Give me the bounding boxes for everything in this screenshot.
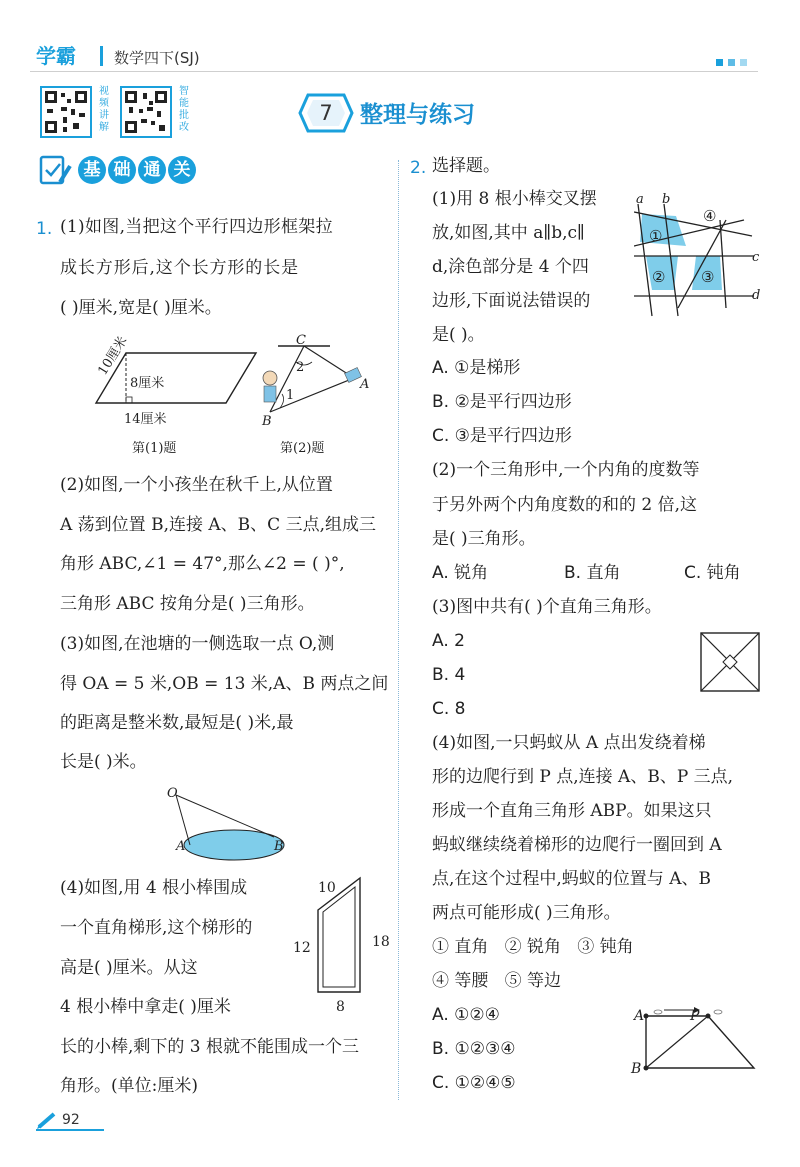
badge-char: 础 xyxy=(108,156,136,184)
fig3-label-o: O xyxy=(167,786,178,801)
q1-p2-line: 角形 ABC,∠1 = 47°,那么∠2 = ( )°, xyxy=(60,554,345,574)
lesson-number: 7 xyxy=(319,101,333,125)
qr-code-grading[interactable] xyxy=(120,86,172,138)
fig5-label-b: b xyxy=(662,192,671,207)
fig4-top-label: 10 xyxy=(318,880,336,896)
fig2-angle-2: 2 xyxy=(296,360,305,375)
fig2-label-c: C xyxy=(296,333,306,348)
fig5-label-c: c xyxy=(752,250,760,265)
column-divider xyxy=(398,160,399,1100)
q1-p1-line: 成长方形后,这个长方形的长是 xyxy=(60,258,300,278)
header-square xyxy=(728,59,735,66)
q2-p1-line: (1)用 8 根小棒交叉摆 xyxy=(432,189,597,209)
fig1-height-label: 8厘米 xyxy=(130,376,165,391)
q1-p4-line: 一个直角梯形,这个梯形的 xyxy=(60,918,253,938)
fig1-caption: 第(1)题 xyxy=(132,441,177,456)
q2-p4-line: 形的边爬行到 P 点,连接 A、B、P 三点, xyxy=(432,767,734,787)
q1-p1-line: (1)如图,当把这个平行四边形框架拉 xyxy=(60,217,333,237)
fig4-bottom-label: 8 xyxy=(336,999,345,1015)
pencil-icon xyxy=(36,1110,58,1130)
q2-p3-option: B. 4 xyxy=(432,665,466,685)
q1-p3-line: 长是( )米。 xyxy=(60,752,147,772)
q2-heading: 选择题。 xyxy=(432,156,500,176)
sticks-figure xyxy=(634,190,770,318)
q2-p1-option: B. ②是平行四边形 xyxy=(432,392,572,412)
fig5-region-3: ③ xyxy=(701,268,715,286)
q2-p1-line: 是( )。 xyxy=(432,325,485,345)
q1-p4-line: 高是( )厘米。从这 xyxy=(60,958,198,978)
qr-label-video: 视频讲解 xyxy=(99,86,109,133)
q2-p2-option: C. 钝角 xyxy=(684,563,741,583)
fig5-label-a: a xyxy=(636,192,644,207)
header-square xyxy=(716,59,723,66)
q1-p1-line: ( )厘米,宽是( )厘米。 xyxy=(60,298,222,318)
q1-p2-line: A 荡到位置 B,连接 A、B、C 三点,组成三 xyxy=(60,515,376,535)
q2-p3-option: A. 2 xyxy=(432,631,465,651)
q2-p4-line: (4)如图,一只蚂蚁从 A 点出发绕着梯 xyxy=(432,733,706,753)
logo-divider xyxy=(100,46,103,66)
question-number: 1. xyxy=(36,219,53,239)
q2-p1-line: 放,如图,其中 a∥b,c∥ xyxy=(432,223,585,243)
q2-p2-line: 于另外两个内角度数的和的 2 倍,这 xyxy=(432,495,698,515)
badge-char: 通 xyxy=(138,156,166,184)
fig5-region-4: ④ xyxy=(703,207,717,225)
q2-p4-line: 两点可能形成( )三角形。 xyxy=(432,903,621,923)
fig1-side-label: 10厘米 xyxy=(95,334,131,379)
book-title: 数学四下(SJ) xyxy=(114,49,200,67)
lesson-title: 整理与练习 xyxy=(360,102,475,128)
fig2-label-b: B xyxy=(262,414,272,429)
brand-logo: 学霸 xyxy=(36,44,76,68)
footer-rule xyxy=(36,1129,104,1131)
q1-p4-line: (4)如图,用 4 根小棒围成 xyxy=(60,878,248,898)
q1-p4-line: 长的小棒,剩下的 3 根就不能围成一个三 xyxy=(60,1037,360,1057)
fig3-label-b: B xyxy=(274,839,284,854)
fig2-caption: 第(2)题 xyxy=(280,441,325,456)
q2-p4-option: C. ①②④⑤ xyxy=(432,1073,516,1093)
q2-p4-choices: ④ 等腰 ⑤ 等边 xyxy=(432,971,562,991)
qr-label-grading: 智能批改 xyxy=(179,86,189,133)
q1-p3-line: 得 OA = 5 米,OB = 13 米,A、B 两点之间 xyxy=(60,674,389,694)
q2-p4-option: B. ①②③④ xyxy=(432,1039,516,1059)
q2-p4-choices: ① 直角 ② 锐角 ③ 钝角 xyxy=(432,937,634,957)
q2-p1-option: A. ①是梯形 xyxy=(432,358,521,378)
square-diagonals-figure xyxy=(700,632,762,694)
q2-p4-option: A. ①②④ xyxy=(432,1005,500,1025)
qr-pattern-icon xyxy=(42,88,90,136)
q1-p2-line: (2)如图,一个小孩坐在秋千上,从位置 xyxy=(60,475,333,495)
q2-p4-line: 点,在这个过程中,蚂蚁的位置与 A、B xyxy=(432,869,711,889)
q2-p3-option: C. 8 xyxy=(432,699,466,719)
q1-p4-line: 4 根小棒中拿走( )厘米 xyxy=(60,997,231,1017)
fig2-angle-1: 1 xyxy=(286,388,295,403)
q1-p4-line: 角形。(单位:厘米) xyxy=(60,1076,198,1096)
q2-p1-line: d,涂色部分是 4 个四 xyxy=(432,257,589,277)
badge-char: 关 xyxy=(168,156,196,184)
header-square xyxy=(740,59,747,66)
q2-p1-line: 边形,下面说法错误的 xyxy=(432,291,591,311)
q2-p3-line: (3)图中共有( )个直角三角形。 xyxy=(432,597,662,617)
header-rule xyxy=(30,71,758,72)
swing-figure xyxy=(240,330,380,430)
fig6-label-b: B xyxy=(631,1061,642,1077)
q1-p3-line: (3)如图,在池塘的一侧选取一点 O,测 xyxy=(60,634,335,654)
q2-p2-option: B. 直角 xyxy=(564,563,621,583)
q2-p2-line: 是( )三角形。 xyxy=(432,529,536,549)
qr-code-video[interactable] xyxy=(40,86,92,138)
section-badge xyxy=(78,156,196,186)
fig4-right-label: 18 xyxy=(372,934,390,950)
page-number: 92 xyxy=(62,1112,80,1128)
q1-p2-line: 三角形 ABC 按角分是( )三角形。 xyxy=(60,594,315,614)
fig1-base-label: 14厘米 xyxy=(124,412,167,427)
fig5-region-1: ① xyxy=(649,227,663,245)
fig2-label-a: A xyxy=(360,377,370,392)
fig4-left-label: 12 xyxy=(293,940,311,956)
fig6-label-a: A xyxy=(634,1008,645,1024)
qr-pattern-icon xyxy=(122,88,170,136)
q2-p2-line: (2)一个三角形中,一个内角的度数等 xyxy=(432,460,700,480)
q2-p4-line: 蚂蚁继续绕着梯形的边爬行一圈回到 A xyxy=(432,835,722,855)
fig5-region-2: ② xyxy=(652,268,666,286)
q2-p4-line: 形成一个直角三角形 ABP。如果这只 xyxy=(432,801,712,821)
q1-p3-line: 的距离是整米数,最短是( )米,最 xyxy=(60,713,294,733)
question-number: 2. xyxy=(410,158,427,178)
q2-p1-option: C. ③是平行四边形 xyxy=(432,426,572,446)
fig6-label-p: P xyxy=(690,1008,700,1024)
pencil-checklist-icon xyxy=(38,152,72,188)
badge-char: 基 xyxy=(78,156,106,184)
fig3-label-a: A xyxy=(176,839,186,854)
q2-p2-option: A. 锐角 xyxy=(432,563,489,583)
fig5-label-d: d xyxy=(752,288,761,303)
